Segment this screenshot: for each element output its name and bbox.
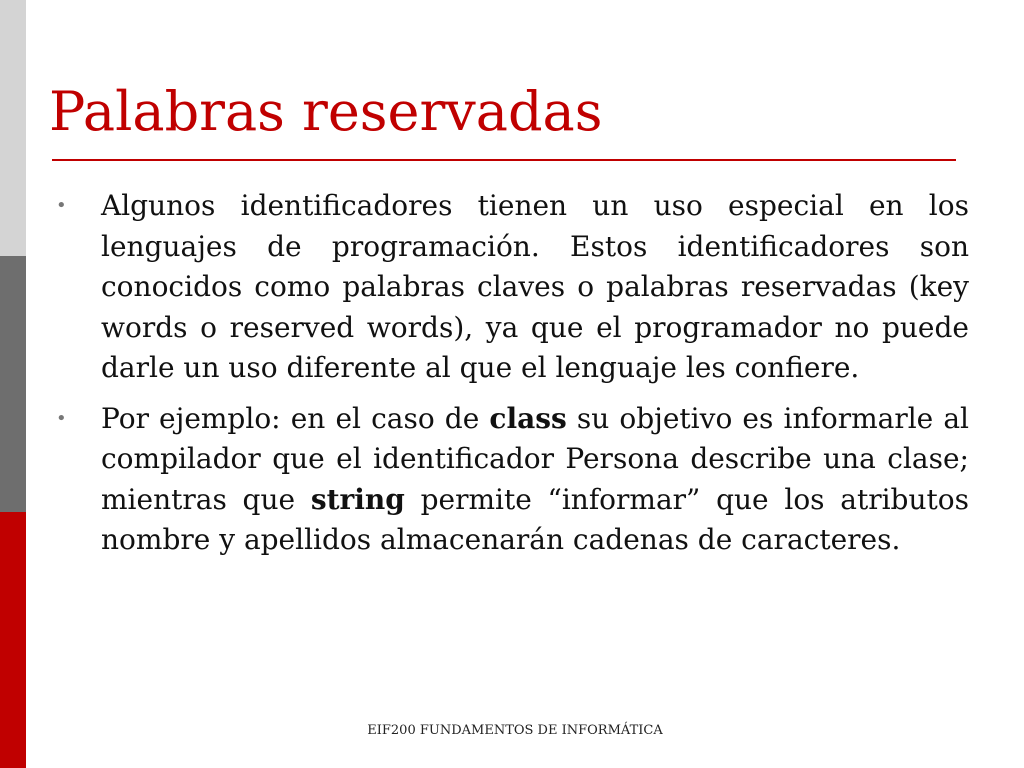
slide-footer: EIF200 FUNDAMENTOS DE INFORMÁTICA	[367, 723, 663, 738]
keyword-class: class	[489, 401, 567, 435]
bullet-item-definition	[56, 186, 969, 389]
keyword-string: string	[310, 482, 405, 516]
bullet-text-part-1: Por ejemplo: en el caso de	[101, 401, 490, 435]
bullet-item-example	[56, 399, 969, 561]
bullet-text-part-2: su objetivo es informarle al compilador que el identificador Persona describe una clase; mientras que	[101, 401, 969, 516]
bullet-icon: •	[56, 195, 67, 216]
side-bar-dark	[0, 256, 26, 512]
bullet-text-part-3: permite “informar” que los atributos nombre y apellidos almacenarán cadenas de caracteres.	[101, 482, 969, 556]
side-bar-light	[0, 0, 26, 256]
bullet-icon: •	[56, 407, 67, 429]
bullet-text: Algunos identificadores tienen un uso especial en los lenguajes de programación. Estos identificadores son conocidos como palabras claves o palabras reservadas (key words o reserved words), ya que el programador no puede darle un uso diferente al que el lenguaje les confiere.	[101, 189, 969, 384]
bullet-list	[56, 186, 969, 571]
slide-title: Palabras reservadas	[49, 80, 603, 143]
title-underline	[52, 159, 956, 161]
